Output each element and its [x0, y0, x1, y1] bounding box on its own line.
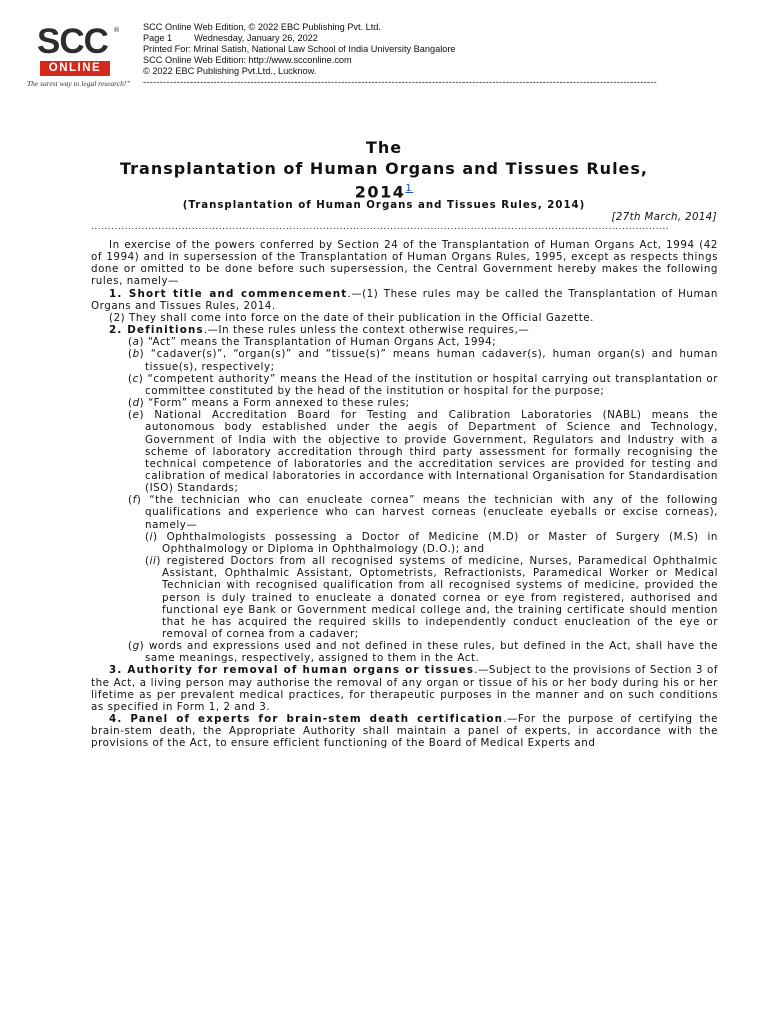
rule-4-heading: 4. Panel of experts for brain-stem death certification: [109, 713, 504, 726]
clause-mark: g: [132, 640, 140, 653]
clause-text: words and expressions used and not defined in these rules, but defined in the Act, shall have the same meanings, respectively, assigned to them in the Act.: [144, 640, 718, 665]
clause-mark: b: [132, 348, 140, 361]
definition-c: (c) “competent authority” means the Head of the institution or hospital carrying out transplantation or committee constituted by the head of the institution or hospital for the purpose;: [128, 372, 718, 397]
title-line-3: [0, 180, 768, 201]
clause-mark: ii: [149, 555, 157, 568]
clause-mark: a: [132, 336, 140, 349]
definition-e: (e) National Accreditation Board for Testing and Calibration Laboratories (NABL) means the autonomous body established under the aegis of Department of Science and Technology, Government of India with the objective to provide Government, Regulators and Industry with a scheme of laboratory accreditation through third party assessment for formally recognising the technical competence of laboratories and the accreditation services are provided for testing and calibration of medical laboratories in accordance with International Organisation for Standardisation (ISO) Standards;: [128, 409, 718, 495]
clause-text: registered Doctors from all recognised systems of medicine, Nurses, Paramedical Ophthalmic Assistant, Ophthalmic Assistant, Optometrists, Refractionists, Paramedical Worker or Medical Technician with recognised qualification from all recognised systems of medicine, provided the person is duly trained to enucleate a donated cornea or eye from registered, authorised and functional eye Bank or Government medical college and, the training certificate should mention that he has acquired the required skills to independently conduct enucleation of the eye or removal of cornea from a cadaver;: [160, 555, 718, 640]
print-header: [143, 22, 683, 88]
rule-4-text: .—For the purpose of certifying the brain-stem death, the Appropriate Authority shall maintain a panel of experts, in accordance with the provisions of the Act, to ensure efficient functioning of the Board of Medical Experts and: [91, 713, 718, 750]
clause-text: National Accreditation Board for Testing and Calibration Laboratories (NABL) means the autonomous body established under the aegis of Department of Science and Technology, Government of India with the objective to provide Government, Regulators and Industry with a scheme of laboratory accreditation through third party assessment for formally recognising the technical competence of laboratories and the accreditation services are provided for testing and calibration of medical laboratories in accordance with International Organisation for Standardisation (ISO) Standards;: [144, 409, 718, 495]
clause-text: “the technician who can enucleate cornea” means the technician with any of the following qualifications and experience who can harvest corneas (enucleate eyeballs or excise corneas), namely—: [141, 494, 718, 531]
print-date: Wednesday, January 26, 2022: [194, 33, 318, 43]
clause-text: “cadaver(s)”, “organ(s)” and “tissue(s)” means human cadaver(s), human organ(s) and human tissue(s), respectively;: [144, 348, 718, 373]
definition-f-i: (i) Ophthalmologists possessing a Doctor of Medicine (M.D) or Master of Surgery (M.S) in Ophthalmology or Diploma in Ophthalmology (D.O.); and: [145, 530, 718, 555]
rule-2: [91, 324, 718, 336]
clause-mark: d: [132, 397, 140, 410]
rule-3-text: .—Subject to the provisions of Section 3 of the Act, a living person may authorise the removal of any organ or tissue of his or her body during his or her lifetime as per prevalent medical practices, for therapeutic purposes in the manner and on such conditions as specified in Form 1, 2 and 3.: [91, 664, 719, 713]
rule-1: [91, 288, 718, 312]
header-copyright: © 2022 EBC Publishing Pvt.Ltd., Lucknow.: [143, 66, 317, 76]
definition-a: (a) “Act” means the Transplantation of Human Organs Act, 1994;: [128, 336, 497, 349]
clause-mark: c: [132, 372, 139, 385]
title-line-1: The: [365, 138, 403, 157]
rule-2-heading: 2. Definitions: [109, 324, 204, 337]
document-body: [91, 239, 718, 750]
clause-text: “Act” means the Transplantation of Human Organs Act, 1994;: [144, 336, 497, 349]
header-website: SCC Online Web Edition: http://www.scconline.com: [143, 55, 352, 65]
preamble: In exercise of the powers conferred by Section 24 of the Transplantation of Human Organs Act, 1994 (42 of 1994) and in supersession of the Transplantation of Human Organs Rules, 1995, except as respects things done or omitted to be done before such supersession, the Central Government hereby makes the following rules, namely—: [91, 239, 718, 288]
footnote-link[interactable]: 1: [405, 183, 414, 194]
clause-mark: i: [149, 530, 153, 543]
clause-text: “competent authority” means the Head of the institution or hospital carrying out transplantation or committee constituted by the head of the institution or hospital for the purpose;: [143, 372, 718, 397]
dotted-separator: ............................................................................................................................................................................: [91, 222, 670, 232]
title-year: 2014: [354, 182, 406, 202]
rule-1-sub-2: (2) They shall come into force on the date of their publication in the Official Gazette.: [109, 311, 595, 324]
definition-f-ii: (ii) registered Doctors from all recognised systems of medicine, Nurses, Paramedical Ophthalmic Assistant, Ophthalmic Assistant, Optometrists, Refractionists, Paramedical Worker or Medical Technician with recognised qualification from all recognised systems of medicine, provided the person is duly trained to enucleate a donated cornea or eye from registered, authorised and functional eye Bank or Government medical college and, the training certificate should mention that he has acquired the required skills to independently conduct enucleation of the eye or removal of cornea from a cadaver;: [145, 555, 718, 640]
scc-online-logo: [25, 24, 135, 90]
enactment-date: [27th March, 2014]: [611, 212, 717, 223]
logo-brand: SCC: [37, 22, 108, 61]
rule-1-heading: 1. Short title and commencement: [109, 287, 348, 300]
header-page-line: [143, 33, 683, 44]
header-edition: SCC Online Web Edition, © 2022 EBC Publishing Pvt. Ltd.: [143, 22, 381, 32]
page-number: Page 1: [143, 33, 173, 43]
rule-4: [91, 713, 718, 749]
logo-badge: ONLINE: [40, 61, 110, 76]
title-line-2: Transplantation of Human Organs and Tissues Rules,: [119, 159, 648, 178]
definition-b: (b) “cadaver(s)”, “organ(s)” and “tissue(s)” means human cadaver(s), human organ(s) and human tissue(s), respectively;: [128, 348, 718, 373]
header-separator: ---------------------------------------------------------------------------------------------------------------------------------------------------------: [143, 77, 658, 87]
rule-1-text: .—(1) These rules may be called the Transplantation of Human Organs and Tissues Rules, 2014.: [91, 287, 718, 312]
registered-mark: ®: [113, 26, 120, 34]
definition-f: (f) “the technician who can enucleate cornea” means the technician with any of the following qualifications and experience who can harvest corneas (enucleate eyeballs or excise corneas), namely—: [128, 494, 718, 531]
clause-mark: f: [132, 494, 137, 507]
header-printed-for: Printed For: Mrinal Satish, National Law School of India University Bangalore: [143, 44, 456, 54]
definition-g: (g) words and expressions used and not defined in these rules, but defined in the Act, shall have the same meanings, respectively, assigned to them in the Act.: [128, 640, 718, 665]
definition-d: (d) “Form” means a Form annexed to these rules;: [128, 397, 410, 410]
clause-text: Ophthalmologists possessing a Doctor of Medicine (M.D) or Master of Surgery (M.S) in Ophthalmology or Diploma in Ophthalmology (D.O.); and: [157, 530, 718, 555]
logo-tagline: The surest way to legal research!”: [27, 79, 131, 88]
clause-text: “Form” means a Form annexed to these rules;: [144, 397, 410, 410]
rule-3: [91, 664, 718, 713]
rule-3-heading: 3. Authority for removal of human organs or tissues: [109, 664, 475, 677]
rule-2-text: .—In these rules unless the context otherwise requires,—: [203, 324, 530, 337]
document-subtitle: (Transplantation of Human Organs and Tissues Rules, 2014): [182, 200, 586, 211]
clause-mark: e: [132, 409, 140, 422]
